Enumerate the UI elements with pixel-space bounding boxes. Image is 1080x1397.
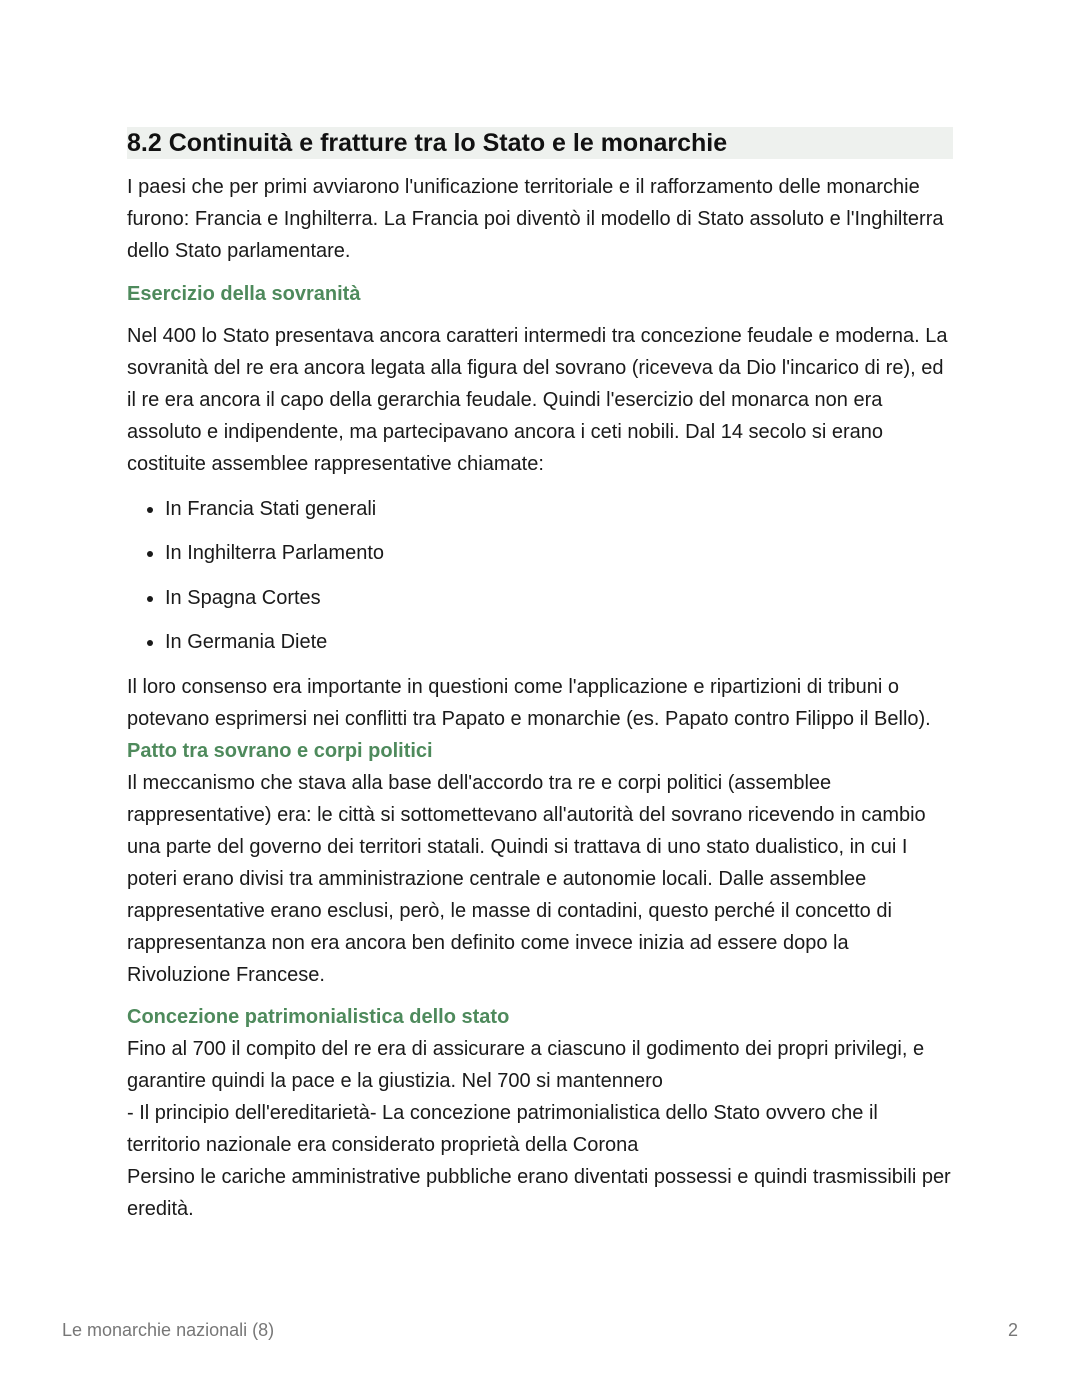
concezione-line-3: Persino le cariche amministrative pubbliche erano diventati possessi e quindi trasmissibili per eredità. bbox=[127, 1165, 951, 1220]
concezione-line-1: Fino al 700 il compito del re era di assicurare a ciascuno il godimento dei propri privilegi, e garantire quindi la pace e la giustizia. Nel 700 si mantennero bbox=[127, 1037, 925, 1092]
assemblies-list bbox=[127, 493, 953, 659]
subheading-sovranita: Esercizio della sovranità bbox=[127, 283, 361, 305]
list-item: • In Inghilterra Parlamento bbox=[165, 537, 953, 569]
footer-document-title: Le monarchie nazionali (8) bbox=[62, 1320, 275, 1340]
subheading-concezione: Concezione patrimonialistica dello stato bbox=[127, 1005, 510, 1028]
concezione-line-2: - Il principio dell'ereditarietà- La concezione patrimonialistica dello Stato ovvero che il territorio nazionale era considerato proprietà della Corona bbox=[127, 1101, 878, 1156]
intro-paragraph: I paesi che per primi avviarono l'unificazione territoriale e il rafforzamento delle monarchie furono: Francia e Inghilterra. La Francia poi diventò il modello di Stato assoluto e l'Inghilterra dello Stato parlamentare. bbox=[127, 176, 944, 262]
list-item: • In Germania Diete bbox=[165, 626, 953, 658]
page-number: 2 bbox=[1007, 1320, 1018, 1340]
list-item: • In Francia Stati generali bbox=[165, 493, 953, 525]
section-heading: 8.2 Continuità e fratture tra lo Stato e le monarchie bbox=[127, 127, 953, 159]
list-item: • In Spagna Cortes bbox=[165, 582, 953, 614]
page-content bbox=[127, 127, 953, 1225]
patto-paragraph: Il meccanismo che stava alla base dell'accordo tra re e corpi politici (assemblee rappresentative) era: le città si sottomettevano all'autorità del sovrano ricevendo in cambio una parte del governo dei territori statali. Quindi si trattava di uno stato dualistico, in cui I poteri erano divisi tra amministrazione centrale e autonomie locali. Dalle assemblee rappresentative erano esclusi, però, le masse di contadini, questo perché il concetto di rappresentanza non era ancora ben definito come invece inizia ad essere dopo la Rivoluzione Francese. bbox=[127, 771, 926, 986]
sovranita-paragraph: Nel 400 lo Stato presentava ancora caratteri intermedi tra concezione feudale e moderna. La sovranità del re era ancora legata alla figura del sovrano (riceveva da Dio l'incarico di re), ed il re era ancora il capo della gerarchia feudale. Quindi l'esercizio del monarca non era assoluto e indipendente, ma partecipavano ancora i ceti nobili. Dal 14 secolo si erano costituite assemblee rappresentative chiamate: bbox=[127, 325, 948, 475]
subheading-patto: Patto tra sovrano e corpi politici bbox=[127, 739, 433, 762]
consent-paragraph: Il loro consenso era importante in questioni come l'applicazione e ripartizioni di tribuni o potevano esprimersi nei conflitti tra Papato e monarchie (es. Papato contro Filippo il Bello). bbox=[127, 675, 931, 730]
